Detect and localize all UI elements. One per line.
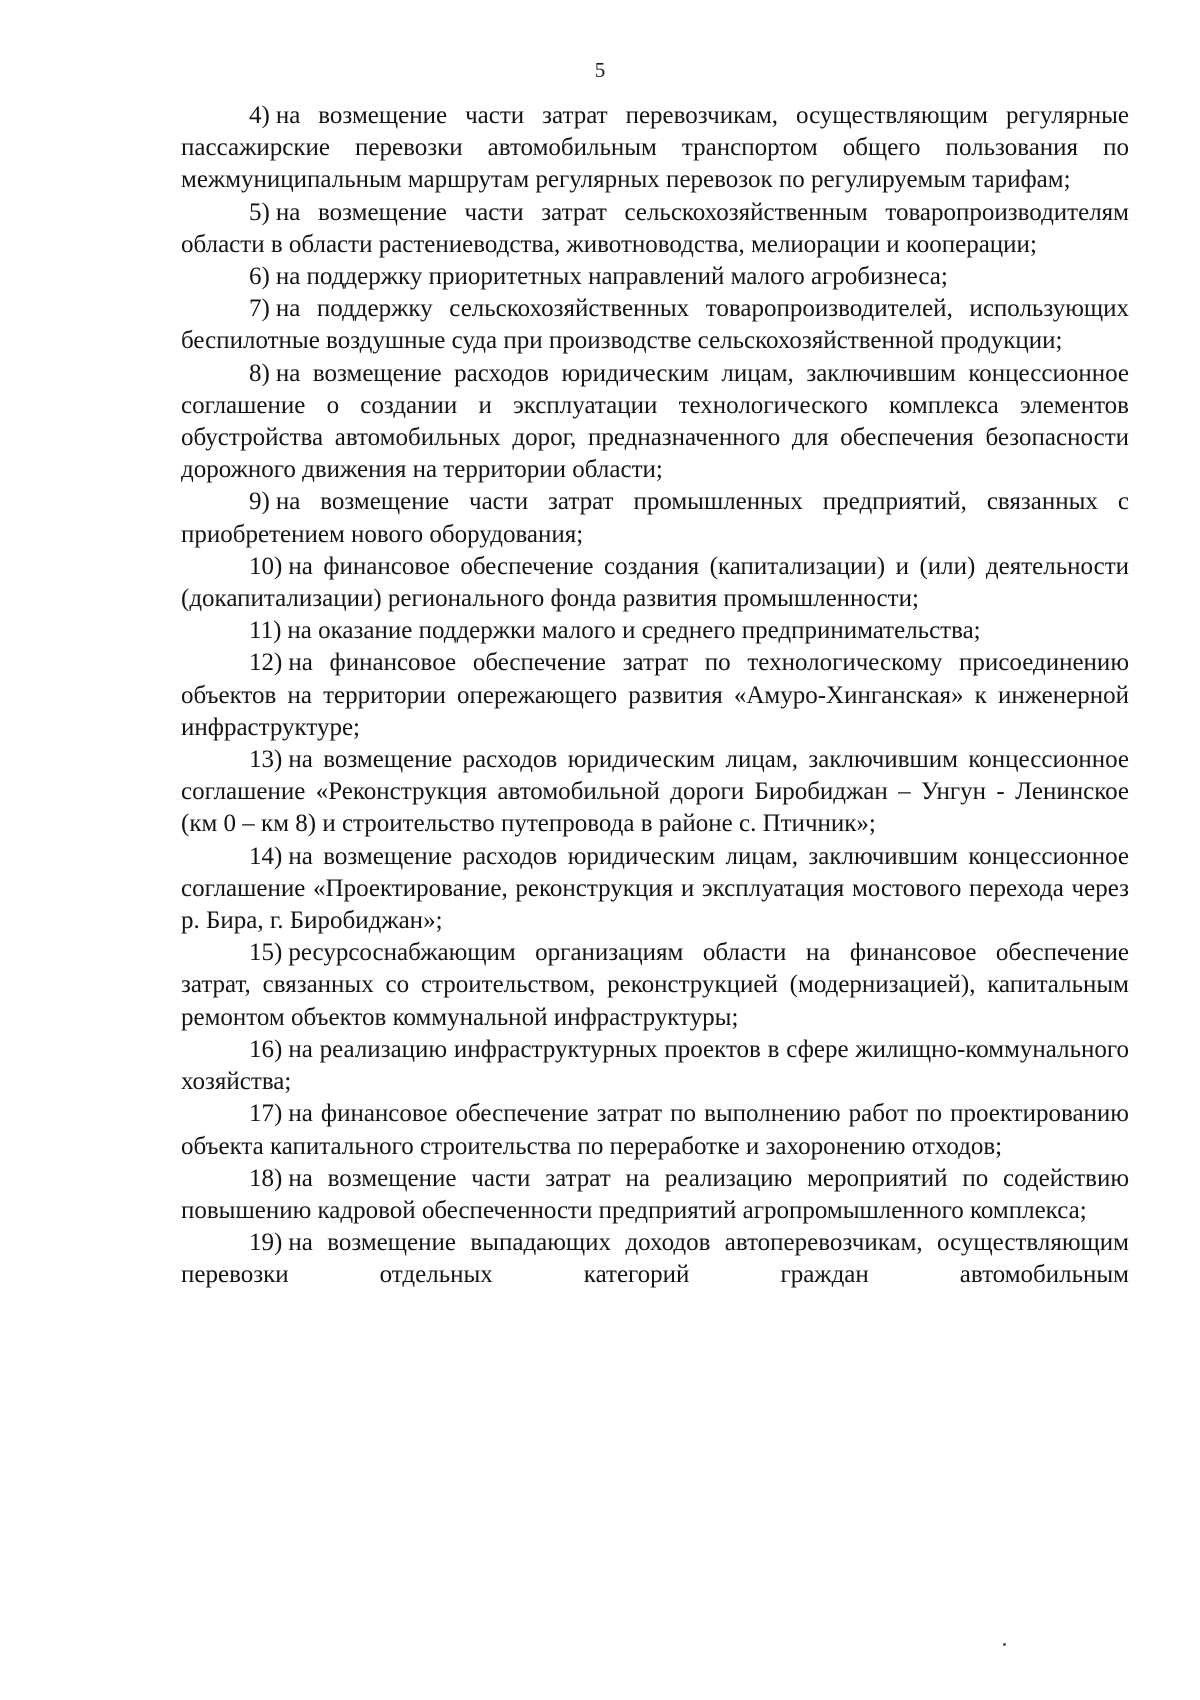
list-item xyxy=(181,1163,1129,1227)
item-number: 7) xyxy=(249,295,270,323)
item-text: на возмещение расходов юридическим лицам, заключившим концессионное соглашение «Реконструкция автомобильной дороги Биробиджан – Унгун - Ленинское (км 0 – км 8) и строительство путепровода в районе с. Птичник»; xyxy=(181,746,1129,838)
item-number: 11) xyxy=(249,617,282,645)
item-number: 18) xyxy=(249,1164,283,1192)
list-item xyxy=(181,615,1129,647)
item-number: 16) xyxy=(249,1035,283,1063)
list-item xyxy=(181,647,1129,744)
item-number: 9) xyxy=(249,488,270,516)
list-item xyxy=(181,551,1129,615)
item-text: на поддержку приоритетных направлений малого агробизнеса; xyxy=(275,263,948,291)
item-text: на возмещение выпадающих доходов автоперевозчикам, осуществляющим перевозки отдельных категорий граждан автомобильным xyxy=(181,1229,1129,1289)
item-number: 14) xyxy=(249,842,283,870)
document-body xyxy=(181,100,1129,1292)
item-text: на возмещение части затрат перевозчикам, осуществляющим регулярные пассажирские перевозки автомобильным транспортом общего пользования по межмуниципальным маршрутам регулярных перевозок по регулируемым тарифам; xyxy=(181,102,1129,194)
item-number: 15) xyxy=(249,939,283,967)
item-text: на возмещение части затрат на реализацию мероприятий по содействию повышению кадровой обеспеченности предприятий агропромышленного комплекса; xyxy=(181,1164,1129,1224)
list-item xyxy=(181,293,1129,357)
list-item xyxy=(181,744,1129,841)
item-text: на финансовое обеспечение затрат по выполнению работ по проектированию объекта капитального строительства по переработке и захоронению отходов; xyxy=(181,1100,1129,1160)
item-text: на реализацию инфраструктурных проектов в сфере жилищно-коммунального хозяйства; xyxy=(181,1035,1129,1096)
item-number: 4) xyxy=(249,102,270,129)
item-text: ресурсоснабжающим организациям области на финансовое обеспечение затрат, связанных со строительством, реконструкцией (модернизацией), капитальным ремонтом объектов коммунальной инфраструктуры; xyxy=(181,939,1129,1031)
item-text: на оказание поддержки малого и среднего предпринимательства; xyxy=(287,617,981,645)
item-number: 12) xyxy=(249,649,283,677)
list-item xyxy=(181,486,1129,550)
list-item xyxy=(181,841,1129,938)
list-item xyxy=(181,1034,1129,1098)
item-number: 10) xyxy=(249,552,283,580)
item-number: 6) xyxy=(249,263,270,291)
item-text: на финансовое обеспечение затрат по технологическому присоединению объектов на территории опережающего развития «Амуро-Хинганская» к инженерной инфраструктуре; xyxy=(181,649,1129,741)
list-item xyxy=(181,1098,1129,1162)
list-item xyxy=(181,261,1129,293)
item-number: 5) xyxy=(249,198,270,226)
item-text: на возмещение части затрат сельскохозяйственным товаропроизводителям области в области растениеводства, животноводства, мелиорации и кооперации; xyxy=(181,198,1129,258)
list-item xyxy=(181,358,1129,487)
item-text: на финансовое обеспечение создания (капитализации) и (или) деятельности (докапитализации) регионального фонда развития промышленности; xyxy=(181,552,1129,613)
item-number: 13) xyxy=(249,746,283,774)
list-item xyxy=(181,1227,1129,1291)
item-text: на возмещение расходов юридическим лицам, заключившим концессионное соглашение о создании и эксплуатации технологического комплекса элементов обустройства автомобильных дорог, предназначенного для обеспечения безопасности дорожного движения на территории области; xyxy=(181,359,1129,484)
scan-speck xyxy=(1003,1643,1006,1646)
item-number: 8) xyxy=(249,359,270,387)
list-item xyxy=(181,100,1129,197)
item-number: 19) xyxy=(249,1229,283,1257)
item-text: на поддержку сельскохозяйственных товаропроизводителей, использующих беспилотные воздушные суда при производстве сельскохозяйственной продукции; xyxy=(181,295,1129,355)
item-text: на возмещение части затрат промышленных предприятий, связанных с приобретением нового оборудования; xyxy=(181,488,1129,548)
list-item xyxy=(181,197,1129,261)
page-number: 5 xyxy=(594,58,606,82)
list-item xyxy=(181,937,1129,1034)
item-number: 17) xyxy=(249,1100,283,1128)
item-text: на возмещение расходов юридическим лицам, заключившим концессионное соглашение «Проектирование, реконструкция и эксплуатация мостового перехода через р. Бира, г. Биробиджан»; xyxy=(181,842,1129,935)
